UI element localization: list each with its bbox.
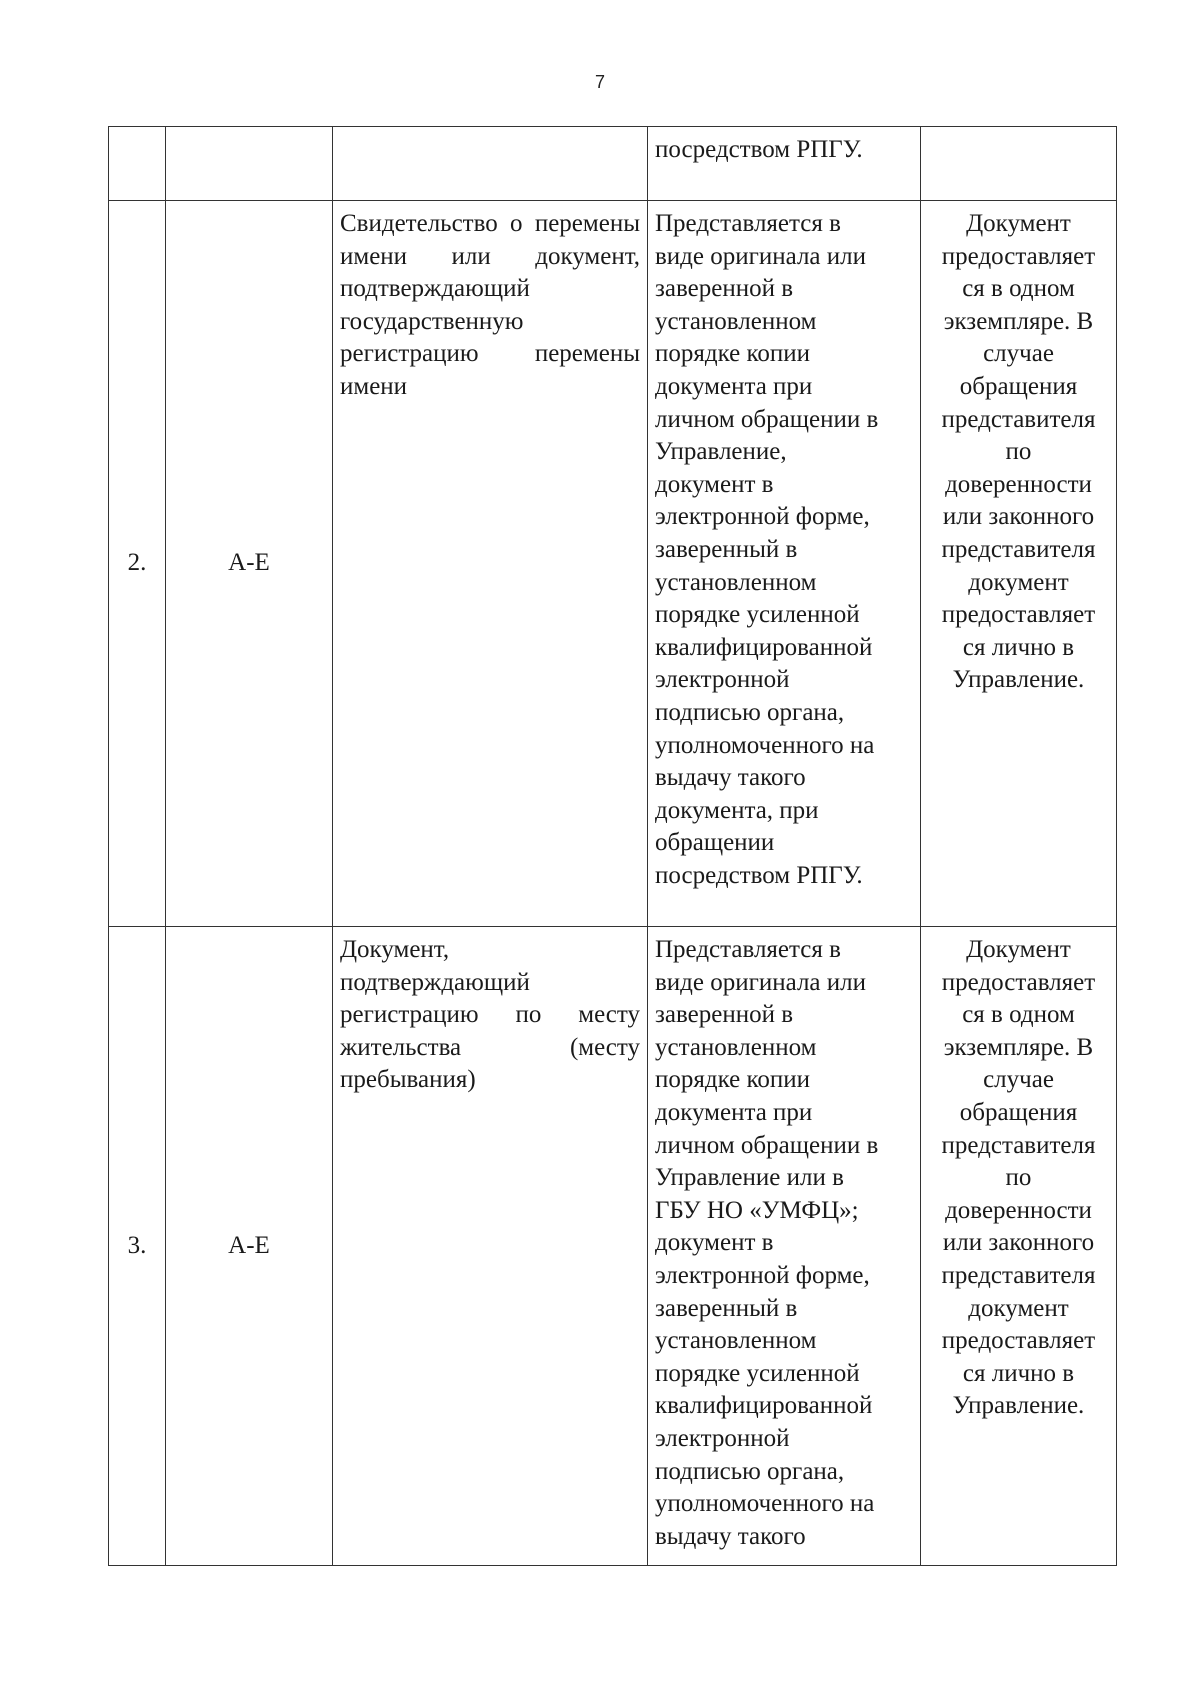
document-name: Документ, подтверждающий регистрацию по месту жительства (месту пребывания): [340, 936, 640, 1094]
applicant-code: А-Е: [228, 549, 270, 577]
row-number-cell: [109, 927, 166, 1566]
note-cell: [921, 927, 1117, 1566]
document-name-cell: [333, 127, 648, 201]
document-name-cell: [333, 201, 648, 927]
table-row: [109, 127, 1117, 201]
row-number-cell: [109, 201, 166, 927]
row-number: 2.: [127, 549, 147, 577]
row-number: 3.: [127, 1231, 147, 1259]
note-cell: [921, 127, 1117, 201]
document-name: Свидетельство о перемены имени или документ, подтверждающий государственную регистрацию перемены имени: [340, 210, 640, 400]
requirements-cell: [648, 127, 921, 201]
table-row: [109, 201, 1117, 927]
document-requirements: посредством РПГУ.: [655, 136, 863, 163]
table-row: [109, 927, 1117, 1566]
applicant-code-cell: [166, 201, 333, 927]
document-name-cell: [333, 927, 648, 1566]
page-number: 7: [594, 72, 605, 92]
applicant-code-cell: [166, 127, 333, 201]
document-note: Документ предоставляет ся в одном экземпляре. В случае обращения представителя по доверенности или законного представителя документ предоставляет ся лично в Управление.: [941, 936, 1096, 1420]
document-note: Документ предоставляет ся в одном экземпляре. В случае обращения представителя по доверенности или законного представителя документ предоставляет ся лично в Управление.: [941, 210, 1096, 694]
requirements-cell: [648, 201, 921, 927]
requirements-cell: [648, 927, 921, 1566]
document-note: [921, 127, 1116, 142]
documents-table: [108, 126, 1117, 1566]
document-requirements: Представляется в виде оригинала или заверенной в установленном порядке копии документа при личном обращении в Управление, документ в электронной форме, заверенный в установленном порядке усиленной квалифицированной электронной подписью органа, уполномоченного на выдачу такого документа, при обращении посредством РПГУ.: [655, 210, 879, 889]
document-name: [333, 127, 647, 142]
note-cell: [921, 201, 1117, 927]
row-number-cell: [109, 127, 166, 201]
applicant-code-cell: [166, 927, 333, 1566]
document-requirements: Представляется в виде оригинала или заверенной в установленном порядке копии документа при личном обращении в Управление или в ГБУ НО «УМФЦ»; документ в электронной форме, заверенный в установленном порядке усиленной квалифицированной электронной подписью органа, уполномоченного на выдачу такого: [655, 936, 879, 1550]
applicant-code: А-Е: [228, 1231, 270, 1259]
